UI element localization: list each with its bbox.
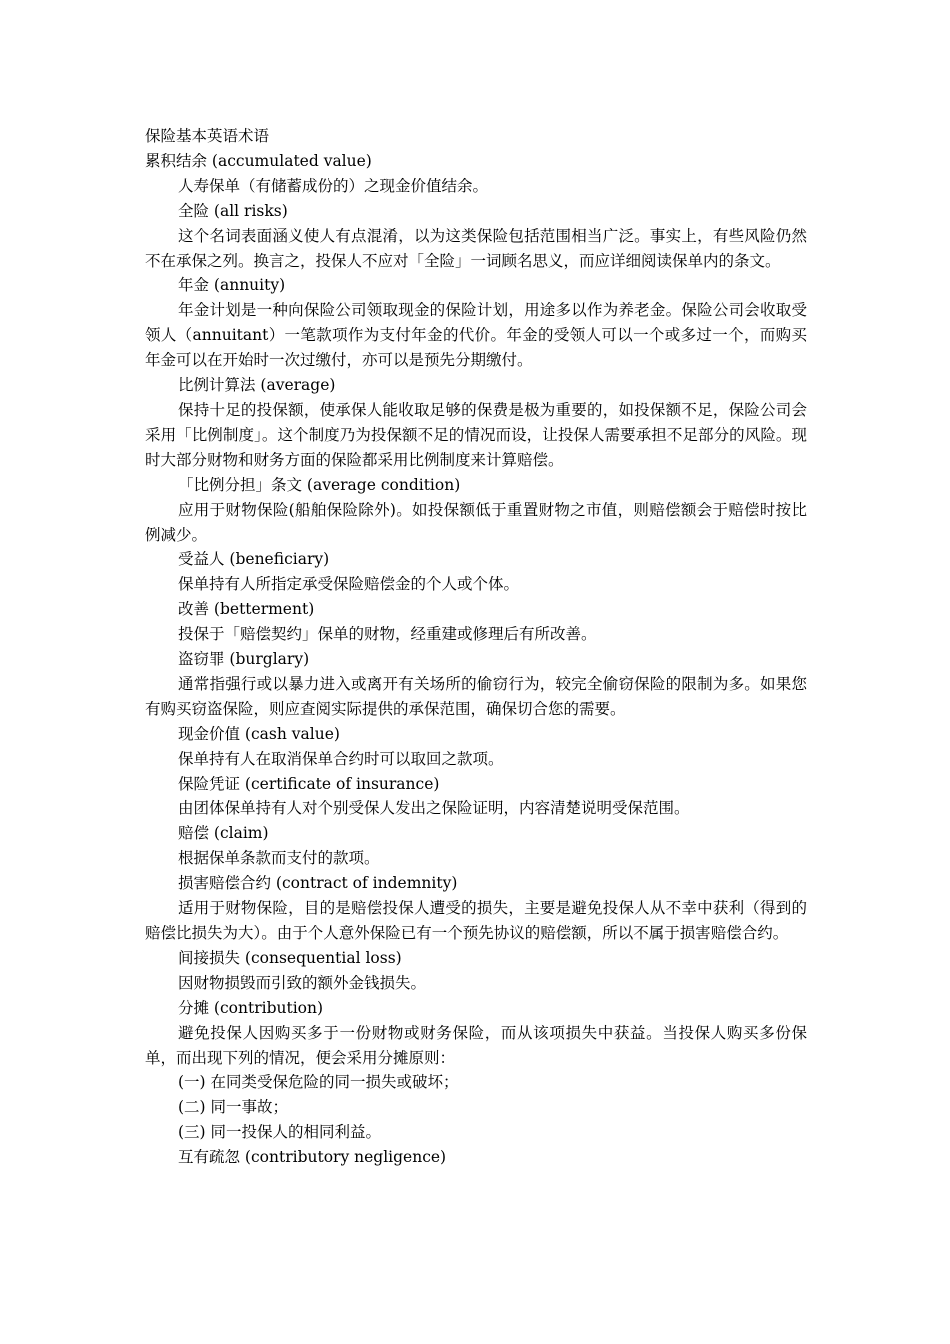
paragraph: 适用于财物保险，目的是赔偿投保人遭受的损失，主要是避免投保人从不幸中获利（得到的赔偿比损失为大）。由于个人意外保险已有一个预先协议的赔偿额，所以不属于损害赔偿合约。 xyxy=(145,899,807,942)
document-body xyxy=(145,124,807,1170)
paragraph: 由团体保单持有人对个别受保人发出之保险证明，内容清楚说明受保范围。 xyxy=(178,799,690,818)
paragraph: (三) 同一投保人的相同利益。 xyxy=(178,1123,382,1142)
paragraph: 受益人 (beneficiary) xyxy=(178,550,330,569)
paragraph: 赔偿 (claim) xyxy=(178,824,269,843)
paragraph: 保单持有人所指定承受保险赔偿金的个人或个体。 xyxy=(178,575,520,594)
paragraph: 保单持有人在取消保单合约时可以取回之款项。 xyxy=(178,749,504,768)
paragraph: 盗窃罪 (burglary) xyxy=(178,650,310,669)
paragraph: 改善 (betterment) xyxy=(178,600,315,619)
paragraph: 因财物损毁而引致的额外金钱损失。 xyxy=(178,973,427,992)
paragraph: 根据保单条款而支付的款项。 xyxy=(178,849,380,868)
paragraph: 应用于财物保险(船舶保险除外)。如投保额低于重置财物之市值，则赔偿额会于赔偿时按比例减少。 xyxy=(145,500,807,544)
paragraph: 保险凭证 (certificate of insurance) xyxy=(178,774,440,793)
paragraph: 累积结余 (accumulated value) xyxy=(145,151,372,170)
paragraph: 投保于「赔偿契约」保单的财物，经重建或修理后有所改善。 xyxy=(178,625,597,644)
paragraph: 「比例分担」条文 (average condition) xyxy=(178,475,461,494)
paragraph: 分摊 (contribution) xyxy=(178,998,324,1017)
paragraph: 保持十足的投保额，使承保人能收取足够的保费是极为重要的，如投保额不足，保险公司会采用「比例制度」。这个制度乃为投保额不足的情况而设，让投保人需要承担不足部分的风险。现时大部分财物和财务方面的保险都采用比例制度来计算赔偿。 xyxy=(145,400,807,469)
paragraph: 避免投保人因购买多于一份财物或财务保险，而从该项损失中获益。当投保人购买多份保单，而出现下列的情况，便会采用分摊原则： xyxy=(145,1023,807,1067)
paragraph: 人寿保单（有储蓄成份的）之现金价值结余。 xyxy=(178,176,489,195)
paragraph: 互有疏忽 (contributory negligence) xyxy=(178,1148,447,1167)
paragraph: 全险 (all risks) xyxy=(178,201,288,220)
document-title: 保险基本英语术语 xyxy=(145,127,270,145)
paragraph: 比例计算法 (average) xyxy=(178,376,336,395)
paragraph: 损害赔偿合约 (contract of indemnity) xyxy=(178,874,458,893)
paragraph: 年金计划是一种向保险公司领取现金的保险计划，用途多以作为养老金。保险公司会收取受领人（annuitant）一笔款项作为支付年金的代价。年金的受领人可以一个或多过一个，而购买年金可以在开始时一次过缴付，亦可以是预先分期缴付。 xyxy=(145,301,807,370)
paragraph: 这个名词表面涵义使人有点混淆，以为这类保险包括范围相当广泛。事实上，有些风险仍然不在承保之列。换言之，投保人不应对「全险」一词顾名思义，而应详细阅读保单内的条文。 xyxy=(145,226,807,270)
paragraph: 间接损失 (consequential loss) xyxy=(178,948,402,967)
paragraph-list xyxy=(145,149,807,1170)
paragraph: 现金价值 (cash value) xyxy=(178,724,340,743)
paragraph: 年金 (annuity) xyxy=(178,276,286,295)
paragraph: (二) 同一事故； xyxy=(178,1098,289,1117)
paragraph: (一) 在同类受保危险的同一损失或破坏； xyxy=(178,1073,459,1092)
paragraph: 通常指强行或以暴力进入或离开有关场所的偷窃行为，较完全偷窃保险的限制为多。如果您有购买窃盗保险，则应查阅实际提供的承保范围，确保切合您的需要。 xyxy=(145,674,807,718)
